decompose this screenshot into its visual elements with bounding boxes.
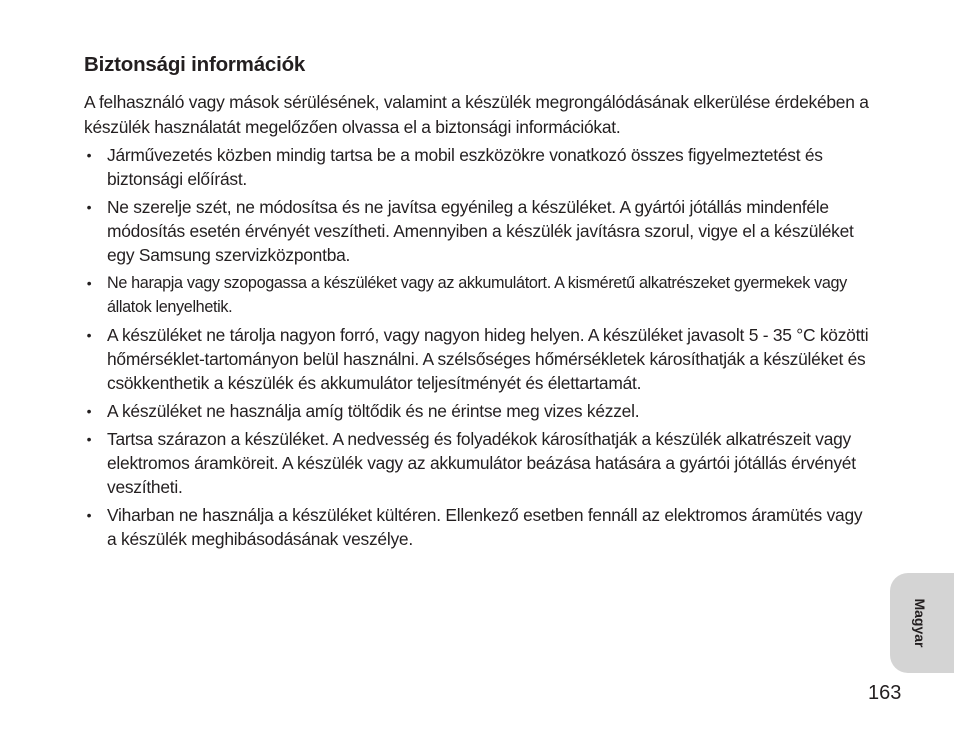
intro-paragraph: A felhasználó vagy mások sérülésének, valamint a készülék megrongálódásának elkerülése érdekében a készülék használatát megelőzően olvassa el a biztonsági információkat. (84, 92, 869, 137)
language-tab-label: Magyar (912, 598, 928, 648)
bullet-icon: • (86, 327, 92, 343)
safety-bullet-list (84, 143, 874, 551)
bullet-item (84, 503, 874, 551)
bullet-item (84, 195, 874, 267)
bullet-text: A készüléket ne használja amíg töltődik és ne érintse meg vizes kézzel. (107, 401, 640, 421)
page-number: 163 (868, 682, 902, 704)
bullet-text: Járművezetés közben mindig tartsa be a mobil eszközökre vonatkozó összes figyelmeztetést és biztonsági előírást. (107, 145, 823, 189)
bullet-icon: • (86, 275, 92, 291)
bullet-text: Ne harapja vagy szopogassa a készüléket vagy az akkumulátort. A kisméretű alkatrészeket gyermekek vagy állatok lenyelhetik. (107, 274, 847, 316)
bullet-item (84, 399, 874, 423)
bullet-item (84, 427, 874, 499)
bullet-text: Ne szerelje szét, ne módosítsa és ne javítsa egyénileg a készüléket. A gyártói jótállás mindenféle módosítás esetén érvényét veszítheti. Amennyiben a készülék javításra szorul, vigye el a készüléket egy Samsung szervizközpontba. (107, 197, 854, 265)
bullet-icon: • (86, 147, 92, 163)
language-tab (890, 573, 954, 673)
bullet-item (84, 323, 874, 395)
bullet-text: Tartsa szárazon a készüléket. A nedvesség és folyadékok károsíthatják a készülék alkatrészeit vagy elektromos áramköreit. A készülék vagy az akkumulátor beázása hatására a gyártói jótállás érvényét veszítheti. (107, 429, 856, 497)
bullet-item (84, 143, 874, 191)
page-content (84, 51, 874, 555)
bullet-item (84, 271, 874, 319)
bullet-text: Viharban ne használja a készüléket kültéren. Ellenkező esetben fennáll az elektromos áramütés vagy a készülék meghibásodásának veszélye. (107, 505, 863, 549)
bullet-icon: • (86, 507, 92, 523)
bullet-icon: • (86, 199, 92, 215)
bullet-icon: • (86, 403, 92, 419)
bullet-text: A készüléket ne tárolja nagyon forró, vagy nagyon hideg helyen. A készüléket javasolt 5 - 35 °C közötti hőmérséklet-tartományon belül használni. A szélsőséges hőmérsékletek károsíthatják a készüléket és csökkenthetik a készülék és akkumulátor teljesítményét és élettartamát. (107, 325, 869, 393)
section-title: Biztonsági információk (84, 53, 306, 76)
bullet-icon: • (86, 431, 92, 447)
